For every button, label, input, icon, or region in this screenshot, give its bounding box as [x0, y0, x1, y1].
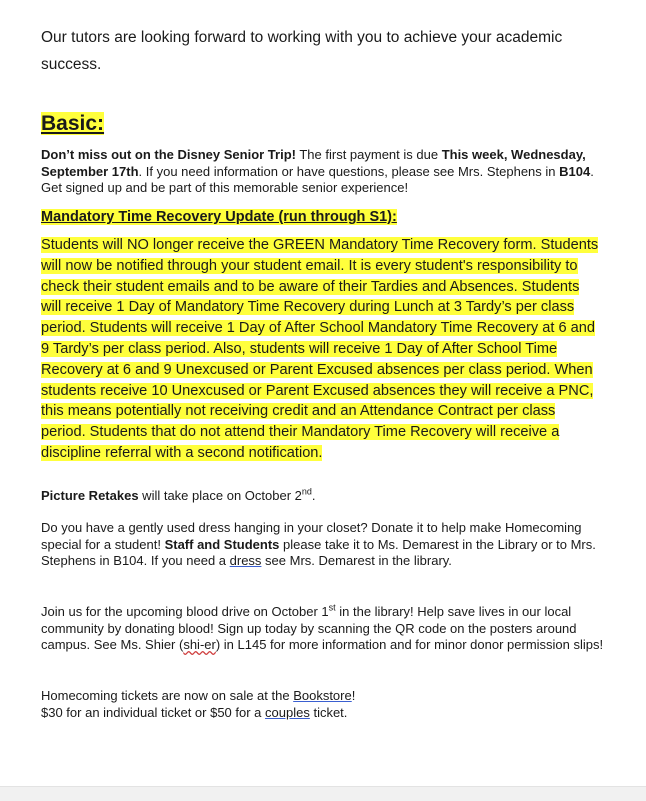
- tickets-text-2: !: [351, 688, 356, 703]
- blood-pronunciation: shi-er: [183, 637, 216, 652]
- tickets-text-4: ticket.: [309, 704, 348, 720]
- homecoming-tickets-paragraph: [41, 688, 616, 721]
- couples-link[interactable]: couples: [265, 704, 310, 720]
- dress-audience: Staff and Students: [164, 536, 280, 552]
- picture-retakes-sup: nd: [301, 486, 312, 497]
- disney-trip-date: This week, Wednesday, September 17th: [41, 147, 586, 179]
- bookstore-link[interactable]: Bookstore: [293, 688, 352, 703]
- picture-retakes-label: Picture Retakes: [41, 488, 139, 503]
- dress-donation-paragraph: [41, 520, 616, 570]
- blood-text-2: in the library! Help save lives in our local community by donating blood! Sign up today by scanning the QR code on the posters around campus. See Ms. Shier (: [41, 604, 577, 652]
- basic-heading-text: Basic:: [41, 112, 105, 135]
- page-bottom-strip: [0, 786, 646, 801]
- disney-trip-lead: Don’t miss out on the Disney Senior Trip!: [41, 147, 296, 162]
- tickets-price-text: $30 for an individual ticket or $50 for a: [41, 704, 266, 720]
- blood-text-1: Join us for the upcoming blood drive on October 1: [41, 604, 329, 619]
- dress-text-3: see Mrs. Demarest in the library.: [261, 553, 452, 568]
- picture-retakes-text: will take place on October 2: [138, 488, 302, 503]
- basic-heading: [41, 110, 104, 138]
- mtr-body-text: Students will NO longer receive the GREEN Mandatory Time Recovery form. Students will now be notified through your student email. It is every student's responsibility to check their student emails and to be aware of their Tardies and Absences. Students will receive 1 Day of Mandatory Time Recovery during Lunch at 3 Tardy’s per class period. Students will receive 1 Day of After School Mandatory Time Recovery at 6 and 9 Tardy’s per class period. Also, students will receive 1 Day of After School Time Recovery at 6 and 9 Unexcused or Parent Excused absences per class period. When students receive 10 Unexcused or Parent Excused absences they will receive a PNC, this means potentially not receiving credit and an Attendance Contract per class period. Students that do not attend their Mandatory Time Recovery will receive a discipline referral with a second notification.: [41, 237, 599, 461]
- tutors-intro-text: Our tutors are looking forward to working with you to achieve your academic success.: [41, 29, 563, 73]
- disney-trip-room: B104: [559, 163, 591, 179]
- blood-text-3: ) in L145 for more information and for minor donor permission slips!: [215, 637, 604, 652]
- picture-retakes-end: .: [311, 488, 316, 503]
- mtr-heading: [41, 208, 397, 227]
- disney-trip-paragraph: [41, 147, 616, 197]
- mtr-heading-text: Mandatory Time Recovery Update (run through S1):: [41, 209, 397, 225]
- disney-trip-text-1: The first payment is due: [295, 147, 442, 162]
- picture-retakes-paragraph: [41, 488, 616, 505]
- blood-drive-paragraph: [41, 604, 616, 654]
- disney-trip-text-3: . Get signed up and be part of this memorable senior experience!: [41, 163, 594, 195]
- blood-sup: st: [328, 602, 336, 613]
- mtr-body: [41, 235, 601, 464]
- disney-trip-text-2: . If you need information or have questions, please see Mrs. Stephens in: [138, 163, 560, 179]
- tickets-text-1: Homecoming tickets are now on sale at the: [41, 688, 294, 703]
- dress-text-2: please take it to Ms. Demarest in the Library or to Mrs. Stephens in B104. If you need a: [41, 536, 596, 568]
- dress-text-1: Do you have a gently used dress hanging in your closet? Donate it to help make Homecoming special for a student!: [41, 520, 582, 552]
- dress-link[interactable]: dress: [229, 553, 262, 568]
